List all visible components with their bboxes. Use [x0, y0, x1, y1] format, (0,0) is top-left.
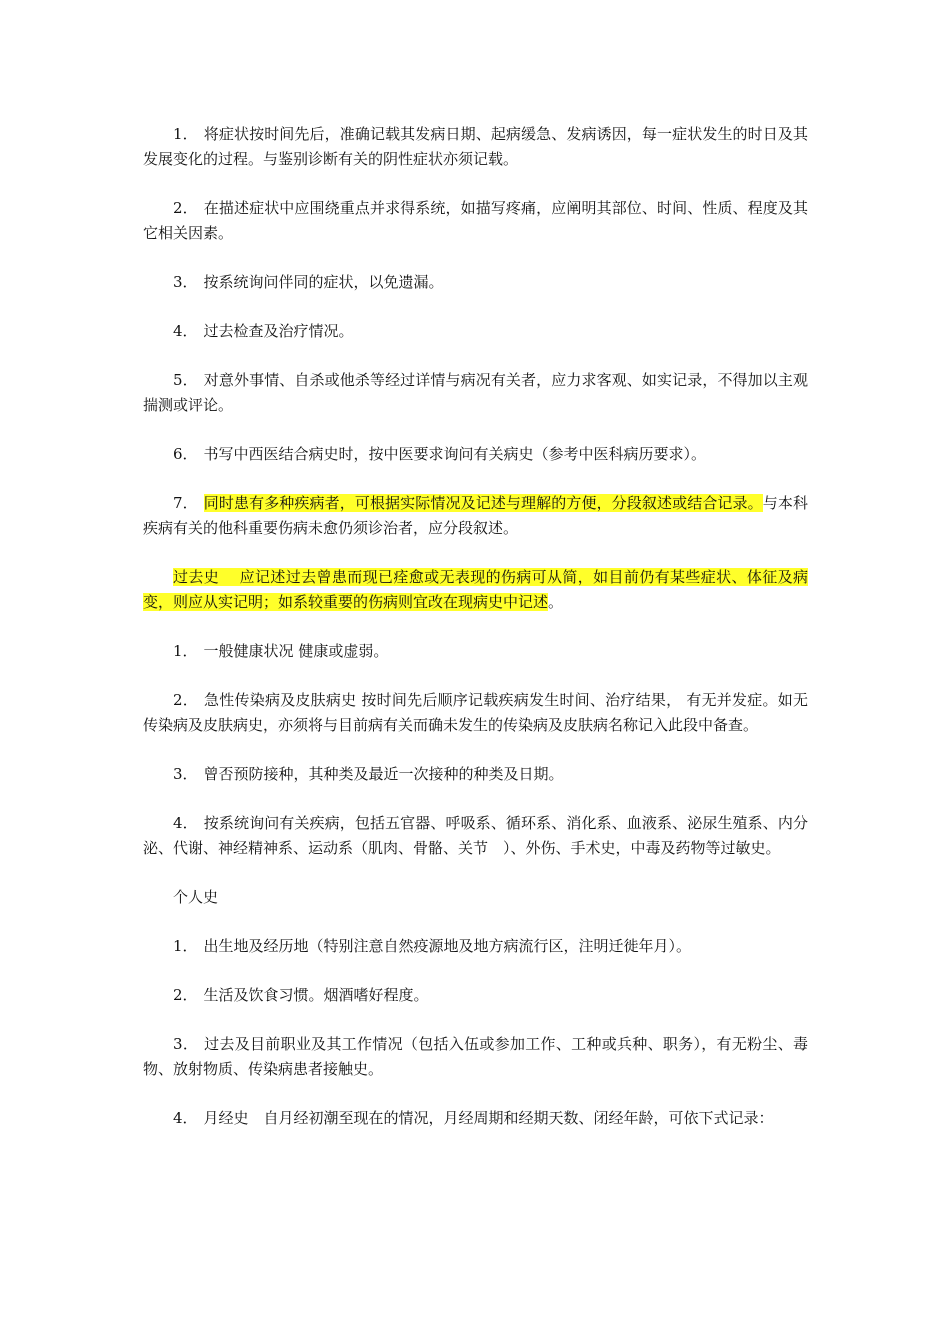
item-number: 6．	[173, 445, 198, 463]
paragraph-present-illness-1	[143, 122, 808, 172]
paragraph-personal-history-3	[143, 1032, 808, 1082]
paragraph-present-illness-7	[143, 491, 808, 541]
section-heading-personal-history	[143, 885, 808, 910]
paragraph-text: 出生地及经历地（特别注意自然疫源地及地方病流行区，注明迁徙年月）。	[203, 937, 692, 955]
paragraph-present-illness-3	[143, 270, 808, 295]
paragraph-past-history-3	[143, 762, 808, 787]
paragraph-personal-history-2	[143, 983, 808, 1008]
paragraph-text: 对意外事情、自杀或他杀等经过详情与病况有关者，应力求客观、如实记录，不得加以主观揣测或评论。	[143, 371, 808, 414]
paragraph-present-illness-6	[143, 442, 808, 467]
item-number: 5．	[173, 371, 198, 389]
paragraph-past-history-4	[143, 811, 808, 861]
paragraph-personal-history-1	[143, 934, 808, 959]
paragraph-text: 生活及饮食习惯。烟酒嗜好程度。	[203, 986, 429, 1004]
paragraph-text: 书写中西医结合病史时，按中医要求询问有关病史（参考中医科病历要求）。	[203, 445, 707, 463]
item-number: 2．	[173, 199, 198, 217]
paragraph-present-illness-4	[143, 319, 808, 344]
paragraph-text: 按系统询问伴同的症状，以免遗漏。	[203, 273, 444, 291]
item-number: 1．	[173, 642, 198, 660]
item-number: 4．	[173, 322, 198, 340]
paragraph-present-illness-2	[143, 196, 808, 246]
item-number: 1．	[173, 937, 198, 955]
paragraph-text: 个人史	[173, 888, 219, 906]
paragraph-text: 急性传染病及皮肤病史 按时间先后顺序记载疾病发生时间、治疗结果， 有无并发症。如无传染病及皮肤病史，亦须将与目前病有关而确未发生的传染病及皮肤病名称记入此段中备查。	[143, 691, 808, 734]
paragraph-past-history-2	[143, 688, 808, 738]
paragraph-personal-history-4	[143, 1106, 808, 1131]
paragraph-text: 与本科疾病有关的他科重要伤病未愈仍须诊治者，应分段叙述。	[143, 494, 808, 537]
paragraph-text: 一般健康状况 健康或虚弱。	[203, 642, 389, 660]
paragraph-past-history-heading	[143, 565, 808, 615]
document-body	[143, 122, 808, 1155]
item-number: 2．	[173, 691, 199, 709]
highlighted-text: 同时患有多种疾病者，可根据实际情况及记述与理解的方便，分段叙述或结合记录。	[203, 494, 763, 512]
highlighted-text: 过去史 应记述过去曾患而现已痊愈或无表现的伤病可从简，如目前仍有某些症状、体征及病变，则应从实记明；如系较重要的伤病则宜改在现病史中记述	[143, 568, 808, 611]
item-number: 4．	[173, 814, 198, 832]
paragraph-present-illness-5	[143, 368, 808, 418]
item-number: 1．	[173, 125, 198, 143]
paragraph-text: 按系统询问有关疾病，包括五官器、呼吸系、循环系、消化系、血液系、泌尿生殖系、内分泌、代谢、神经精神系、运动系（肌肉、骨骼、关节 ）、外伤、手术史，中毒及药物等过敏史。	[143, 814, 808, 857]
item-number: 7．	[173, 494, 198, 512]
paragraph-text: 在描述症状中应围绕重点并求得系统，如描写疼痛，应阐明其部位、时间、性质、程度及其它相关因素。	[143, 199, 808, 242]
paragraph-text: 曾否预防接种，其种类及最近一次接种的种类及日期。	[203, 765, 564, 783]
paragraph-text: 过去及目前职业及其工作情况（包括入伍或参加工作、工种或兵种、职务），有无粉尘、毒物、放射物质、传染病患者接触史。	[143, 1035, 809, 1078]
paragraph-past-history-1	[143, 639, 808, 664]
item-number: 3．	[173, 765, 198, 783]
paragraph-text: 将症状按时间先后，准确记载其发病日期、起病缓急、发病诱因，每一症状发生的时日及其发展变化的过程。与鉴别诊断有关的阴性症状亦须记载。	[143, 125, 808, 168]
item-number: 3．	[173, 273, 198, 291]
item-number: 3．	[173, 1035, 199, 1053]
paragraph-text: 月经史 自月经初潮至现在的情况，月经周期和经期天数、闭经年龄，可依下式记录：	[203, 1109, 774, 1127]
item-number: 4．	[173, 1109, 198, 1127]
paragraph-text: 过去检查及治疗情况。	[203, 322, 354, 340]
paragraph-text: 。	[548, 593, 564, 611]
item-number: 2．	[173, 986, 198, 1004]
